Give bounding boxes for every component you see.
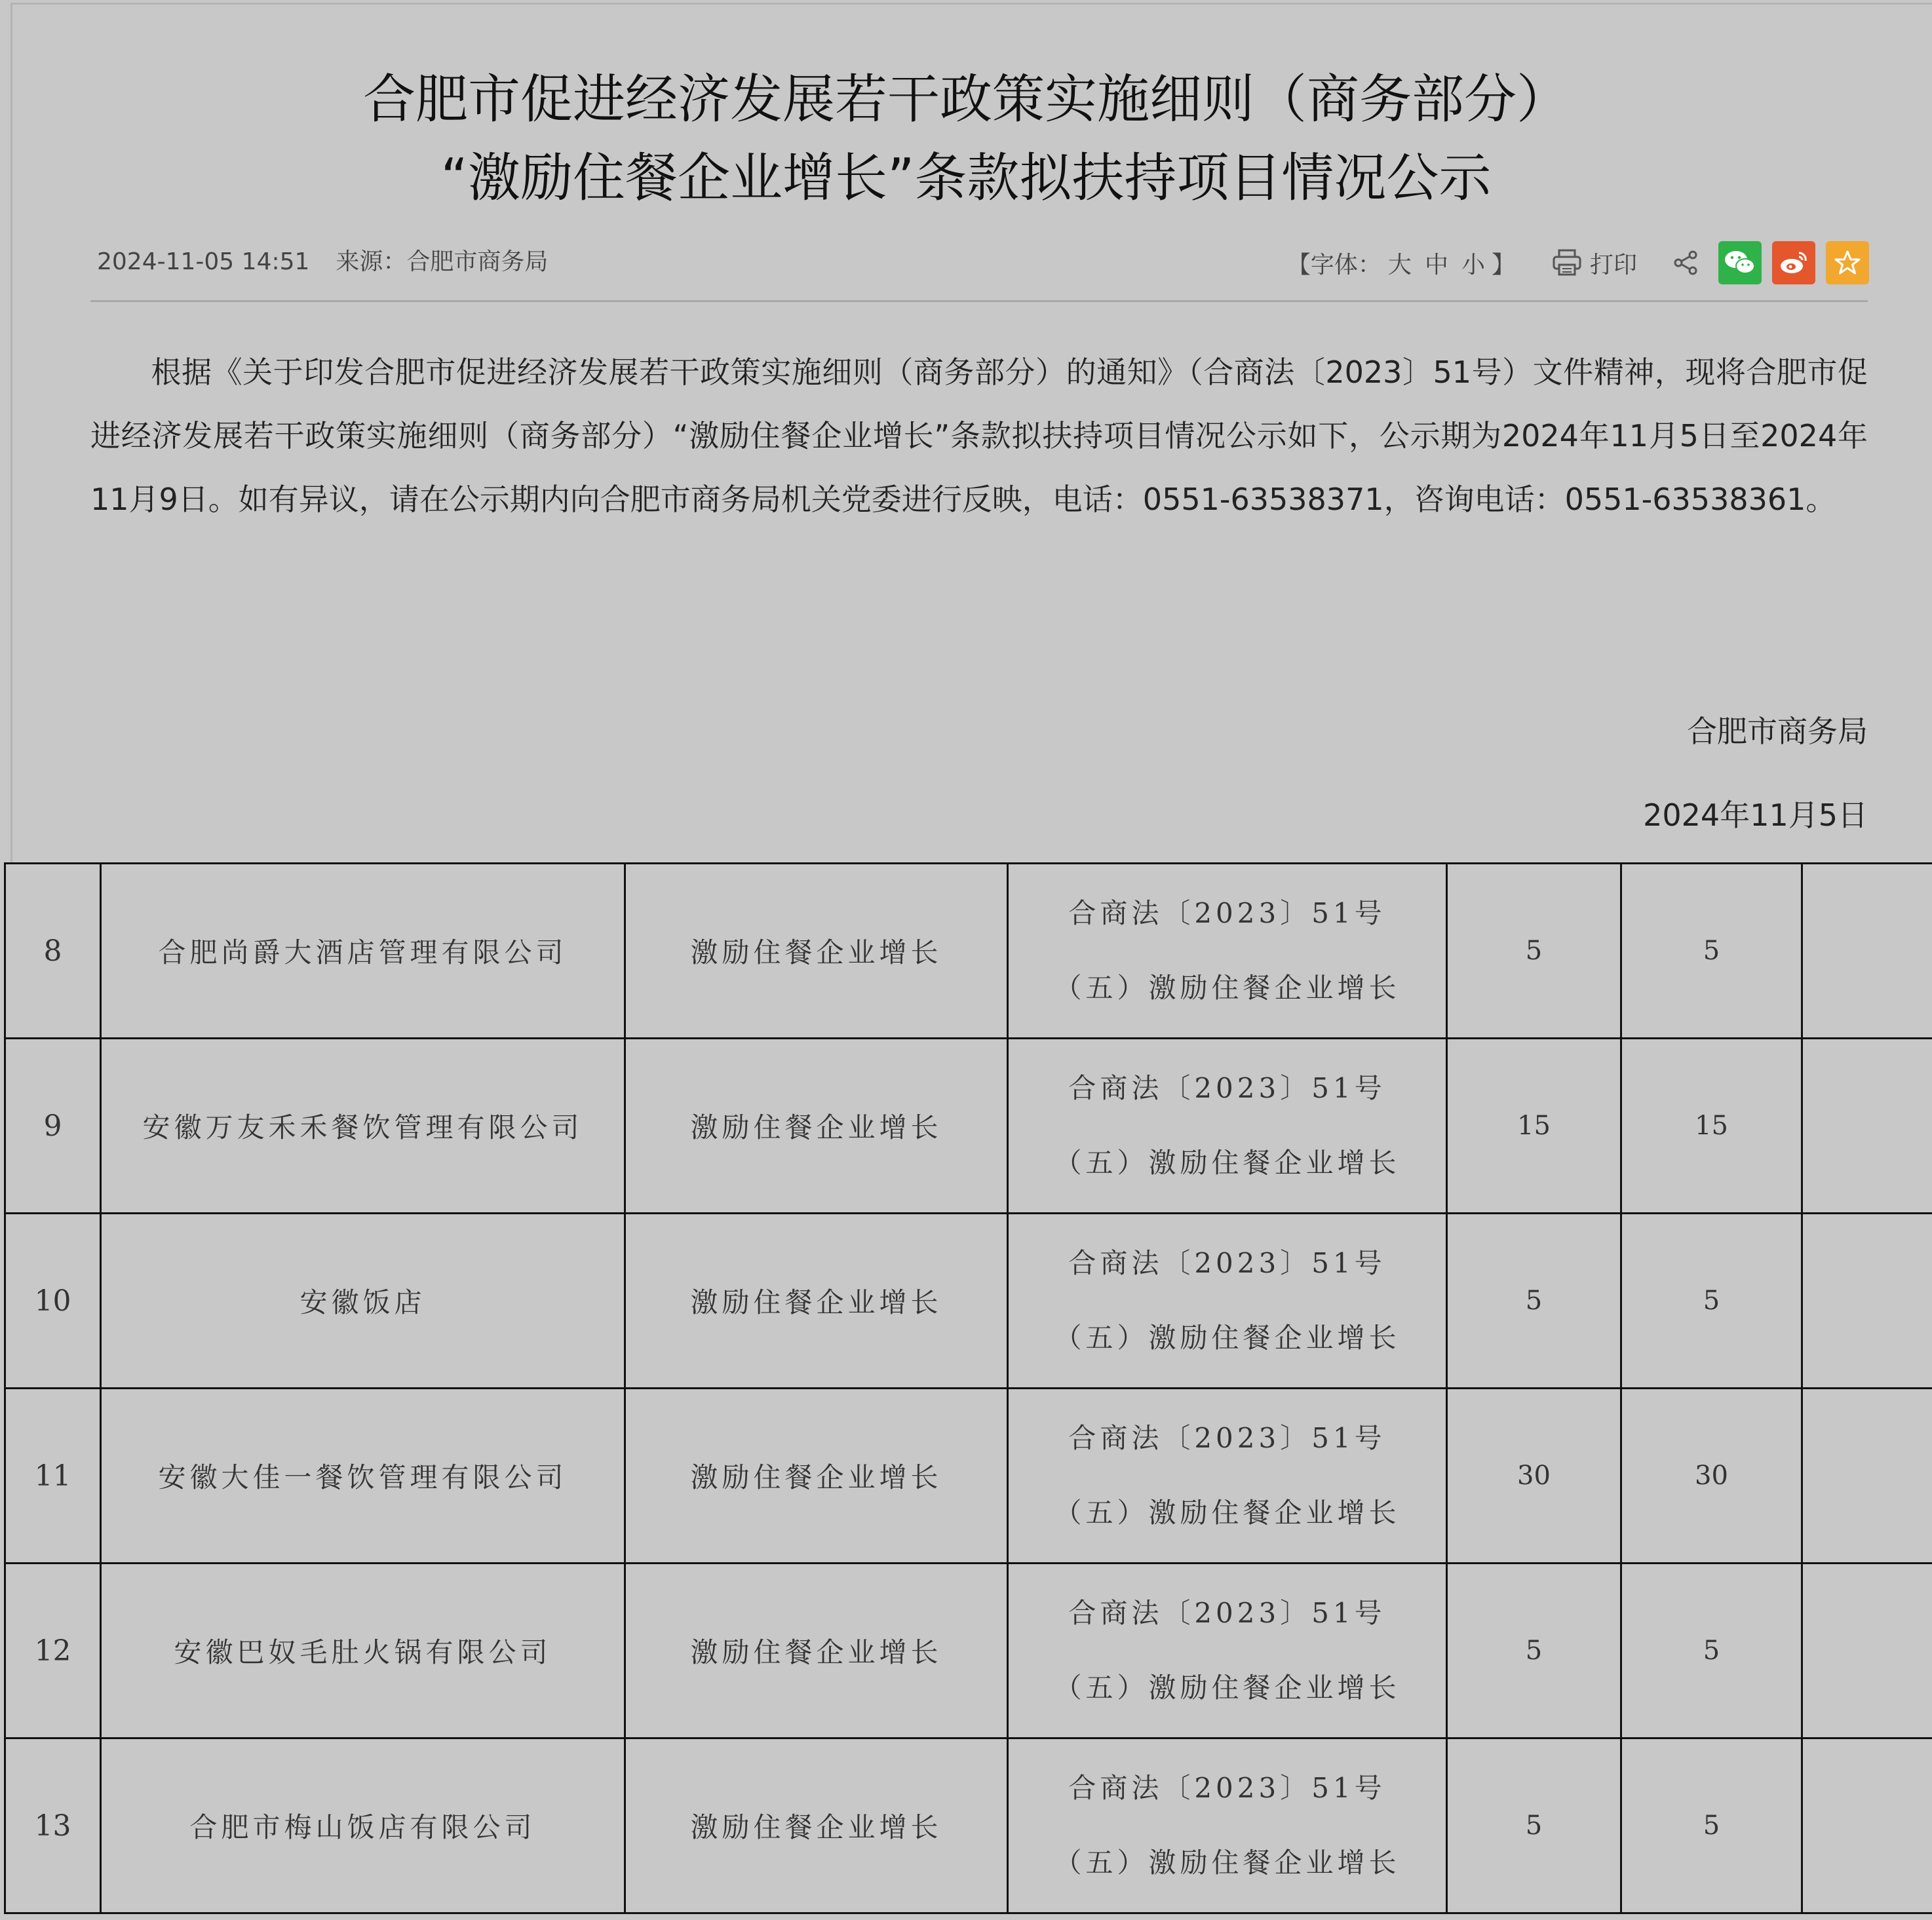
- remark-cell: [1802, 1738, 1932, 1913]
- policy-document: 合商法〔2023〕51号: [1068, 1072, 1386, 1104]
- paragraph-text: 根据《关于印发合肥市促进经济发展若干政策实施细则（商务部分）的通知》（合商法〔2023〕51号）文件精神，现将合肥市促进经济发展若干政策实施细则（商务部分）“激励住餐企业增长”条款拟扶持项目情况公示如下，公示期为2024年11月5日至2024年11月9日。如有异议，请在公示期内向合肥市商务局机关党委进行反映，电话：0551-63538371，咨询电话：0551-63538361。: [90, 355, 1868, 517]
- table-row: [5, 1389, 1932, 1564]
- amount-approved: 5: [1621, 1738, 1802, 1913]
- article-meta: [97, 244, 548, 280]
- font-size-suffix: 】: [1491, 251, 1515, 278]
- wechat-share-button[interactable]: [1718, 241, 1762, 284]
- policy-clause: （五）激励住餐企业增长: [1054, 1672, 1401, 1704]
- font-size-control: [1287, 246, 1515, 280]
- font-size-small-link[interactable]: 小: [1461, 251, 1485, 278]
- support-item: 激励住餐企业增长: [625, 1738, 1008, 1913]
- row-number: 11: [5, 1389, 101, 1564]
- policy-document: 合商法〔2023〕51号: [1068, 1247, 1386, 1279]
- print-label: 打印: [1589, 251, 1637, 278]
- remark-cell: [1802, 1039, 1932, 1214]
- project-table: [4, 862, 1932, 1914]
- amount-approved: 30: [1621, 1389, 1802, 1564]
- font-size-medium-link[interactable]: 中: [1424, 251, 1448, 278]
- company-name: 安徽万友禾禾餐饮管理有限公司: [101, 1039, 625, 1214]
- amount-approved: 15: [1621, 1039, 1802, 1214]
- signature-date: 2024年11月5日: [1643, 797, 1868, 833]
- article-paragraph: [90, 341, 1868, 531]
- company-name: 安徽饭店: [101, 1214, 625, 1389]
- policy-basis: [1008, 864, 1447, 1039]
- policy-clause: （五）激励住餐企业增长: [1054, 972, 1401, 1004]
- policy-basis: [1008, 1214, 1447, 1389]
- company-name: 合肥市梅山饭店有限公司: [101, 1738, 625, 1913]
- remark-cell: [1802, 1564, 1932, 1738]
- font-size-large-link[interactable]: 大: [1387, 251, 1412, 278]
- policy-document: 合商法〔2023〕51号: [1068, 1772, 1386, 1804]
- amount-applied: 5: [1447, 1564, 1621, 1738]
- table-row: [5, 1039, 1932, 1214]
- amount-applied: 5: [1447, 1738, 1621, 1913]
- policy-document: 合商法〔2023〕51号: [1068, 897, 1386, 929]
- row-number: 10: [5, 1214, 101, 1389]
- company-name: 合肥尚爵大酒店管理有限公司: [101, 864, 625, 1039]
- signature-org: 合肥市商务局: [1687, 714, 1868, 749]
- amount-approved: 5: [1621, 1214, 1802, 1389]
- policy-basis: [1008, 1738, 1447, 1913]
- remark-cell: [1802, 1214, 1932, 1389]
- favorite-button[interactable]: [1826, 241, 1869, 284]
- favorite-icon: [1834, 250, 1861, 276]
- font-size-prefix: 【字体：: [1286, 251, 1381, 278]
- row-number: 8: [5, 864, 101, 1039]
- support-item: 激励住餐企业增长: [625, 864, 1008, 1039]
- company-name: 安徽巴奴毛肚火锅有限公司: [101, 1564, 625, 1738]
- policy-clause: （五）激励住餐企业增长: [1054, 1847, 1401, 1879]
- remark-cell: [1802, 1389, 1932, 1564]
- policy-basis: [1008, 1389, 1447, 1564]
- publish-datetime: 2024-11-05 14:51: [97, 248, 310, 275]
- policy-basis: [1008, 1564, 1447, 1738]
- header-divider: [90, 300, 1868, 302]
- policy-document: 合商法〔2023〕51号: [1068, 1422, 1386, 1454]
- print-button[interactable]: [1552, 246, 1637, 280]
- share-button[interactable]: [1672, 250, 1699, 276]
- company-name: 安徽大佳一餐饮管理有限公司: [101, 1389, 625, 1564]
- amount-applied: 5: [1447, 864, 1621, 1039]
- row-number: 9: [5, 1039, 101, 1214]
- amount-approved: 5: [1621, 1564, 1802, 1738]
- wechat-icon: [1724, 249, 1756, 277]
- row-number: 13: [5, 1738, 101, 1913]
- policy-clause: （五）激励住餐企业增长: [1054, 1497, 1401, 1529]
- amount-applied: 15: [1447, 1039, 1621, 1214]
- weibo-icon: [1778, 249, 1809, 277]
- row-number: 12: [5, 1564, 101, 1738]
- table-row: [5, 1564, 1932, 1738]
- article-title: [0, 60, 1932, 218]
- policy-clause: （五）激励住餐企业增长: [1054, 1147, 1401, 1179]
- amount-applied: 5: [1447, 1214, 1621, 1389]
- weibo-share-button[interactable]: [1772, 241, 1815, 284]
- support-item: 激励住餐企业增长: [625, 1214, 1008, 1389]
- title-line-1: 合肥市促进经济发展若干政策实施细则（商务部分）: [363, 69, 1569, 130]
- table-row: [5, 864, 1932, 1039]
- printer-icon: [1552, 249, 1582, 277]
- policy-clause: （五）激励住餐企业增长: [1054, 1322, 1401, 1354]
- support-item: 激励住餐企业增长: [625, 1039, 1008, 1214]
- table-row: [5, 1214, 1932, 1389]
- title-line-2: “激励住餐企业增长”条款拟扶持项目情况公示: [440, 147, 1492, 208]
- amount-approved: 5: [1621, 864, 1802, 1039]
- policy-document: 合商法〔2023〕51号: [1068, 1597, 1386, 1629]
- remark-cell: [1802, 864, 1932, 1039]
- policy-basis: [1008, 1039, 1447, 1214]
- support-item: 激励住餐企业增长: [625, 1564, 1008, 1738]
- table-row: [5, 1738, 1932, 1913]
- article-toolbar: [1287, 241, 1869, 284]
- share-icon: [1672, 250, 1699, 276]
- article-source: 来源：合肥市商务局: [336, 248, 549, 275]
- support-item: 激励住餐企业增长: [625, 1389, 1008, 1564]
- amount-applied: 30: [1447, 1389, 1621, 1564]
